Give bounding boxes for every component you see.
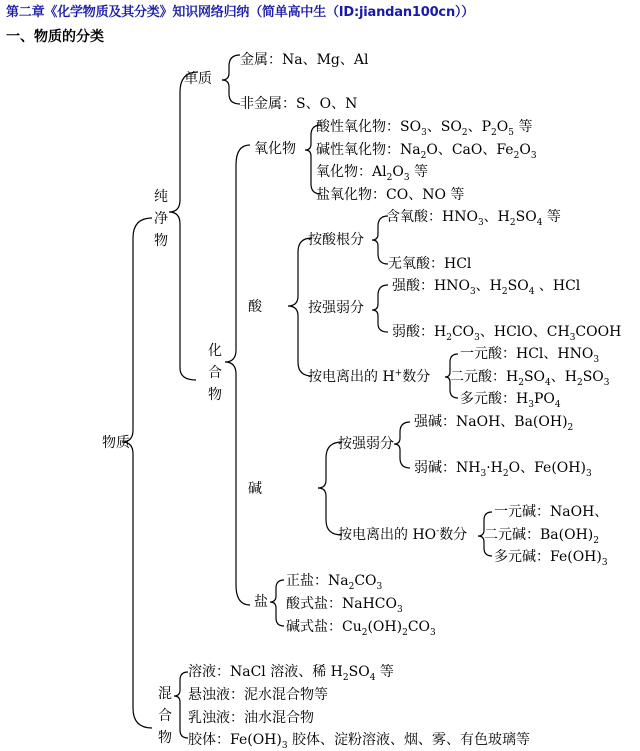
leaf-nonoxy-acid: 无氧酸：HCl xyxy=(388,256,472,272)
leaf-nonmetal: 非金属：S、O、N xyxy=(240,96,358,112)
node-salt: 盐 xyxy=(254,594,268,610)
bracket-base xyxy=(318,442,342,535)
bracket-oxide xyxy=(305,125,321,194)
node-root: 物质 xyxy=(102,435,130,451)
node-compound: 化合物 xyxy=(208,343,222,403)
bracket-compound xyxy=(225,145,250,605)
leaf-salt-oxide: 盐氧化物：CO、NO 等 xyxy=(316,187,465,203)
leaf-mono-base: 一元碱：NaOH、 xyxy=(494,504,609,520)
leaf-acid-salt: 酸式盐：NaHCO$_3$ xyxy=(286,596,403,615)
bracket-root xyxy=(122,218,152,728)
leaf-tri-base: 多元碱：$Fe(OH)_3$ xyxy=(494,549,608,568)
leaf-metal: 金属：Na、Mg、Al xyxy=(240,52,369,68)
node-base: 碱 xyxy=(248,481,262,497)
leaf-basic-oxide: 碱性氧化物：$Na_2O$、CaO、$Fe_2O_3$ xyxy=(316,142,537,161)
node-acid-by-strength: 按强弱分 xyxy=(308,300,364,316)
node-acid-by-ionize: 按电离出的 H+数分 xyxy=(308,368,431,385)
leaf-emulsion: 乳浊液：油水混合物 xyxy=(188,710,314,726)
leaf-di-base: 二元碱：$Ba(OH)_2$ xyxy=(484,527,599,546)
node-mixture: 混合物 xyxy=(158,686,172,746)
leaf-oxy-acid: 含氧酸：$HNO_3$、$H_2SO_4$ 等 xyxy=(386,209,561,228)
section-heading: 一、物质的分类 xyxy=(6,29,104,45)
node-acid-by-oxygen: 按酸根分 xyxy=(308,232,364,248)
leaf-amph-oxide: 氧化物：$Al_2O_3$ 等 xyxy=(316,164,428,183)
bracket-salt xyxy=(270,580,284,626)
node-acid: 酸 xyxy=(248,299,262,315)
bracket-pure xyxy=(169,72,198,380)
node-base-by-ionize: 按电离出的 HO-数分 xyxy=(338,526,468,543)
bracket-elemental xyxy=(222,55,240,104)
leaf-mono-acid: 一元酸：HCl、$HNO_3$ xyxy=(460,346,600,365)
node-base-by-strength: 按强弱分 xyxy=(338,436,394,452)
node-pure: 纯净物 xyxy=(154,189,168,249)
node-elemental: 单质 xyxy=(184,71,212,87)
leaf-suspension: 悬浊液：泥水混合物等 xyxy=(188,687,328,703)
node-oxide: 氧化物 xyxy=(254,141,296,157)
page-title: 第二章《化学物质及其分类》知识网络归纳（简单高中生（ID:jiandan100cn）） xyxy=(6,5,475,20)
leaf-solution: 溶液：NaCl 溶液、稀 $H_2SO_4$ 等 xyxy=(188,664,394,683)
leaf-normal-salt: 正盐：$Na_2CO_3$ xyxy=(286,573,383,592)
leaf-acid-oxide: 酸性氧化物：$SO_3$、$SO_2$、$P_2O_5$ 等 xyxy=(316,119,533,138)
bracket-base-strength xyxy=(394,422,410,468)
leaf-strong-base: 强碱：NaOH、$Ba(OH)_2$ xyxy=(414,414,574,433)
leaf-weak-acid: 弱酸：$H_2CO_3$、HClO、$CH_3COOH$ xyxy=(392,324,622,343)
leaf-tri-acid: 多元酸：$H_3PO_4$ xyxy=(460,391,561,410)
leaf-weak-base: 弱碱：$NH_3\cdot H_2O$、$Fe(OH)_3$ xyxy=(414,460,592,479)
leaf-basic-salt: 碱式盐：$Cu_2(OH)_2CO_3$ xyxy=(286,619,436,638)
bracket-acid-strength xyxy=(372,285,388,332)
leaf-strong-acid: 强酸：$HNO_3$、$H_2SO_4$ 、HCl xyxy=(392,278,581,297)
leaf-colloid: 胶体：$Fe(OH)_3$ 胶体、淀粉溶液、烟、雾、有色玻璃等 xyxy=(188,732,531,751)
bracket-mixture xyxy=(174,672,188,738)
leaf-di-acid: 二元酸：$H_2SO_4$、$H_2SO_3$ xyxy=(450,369,610,388)
